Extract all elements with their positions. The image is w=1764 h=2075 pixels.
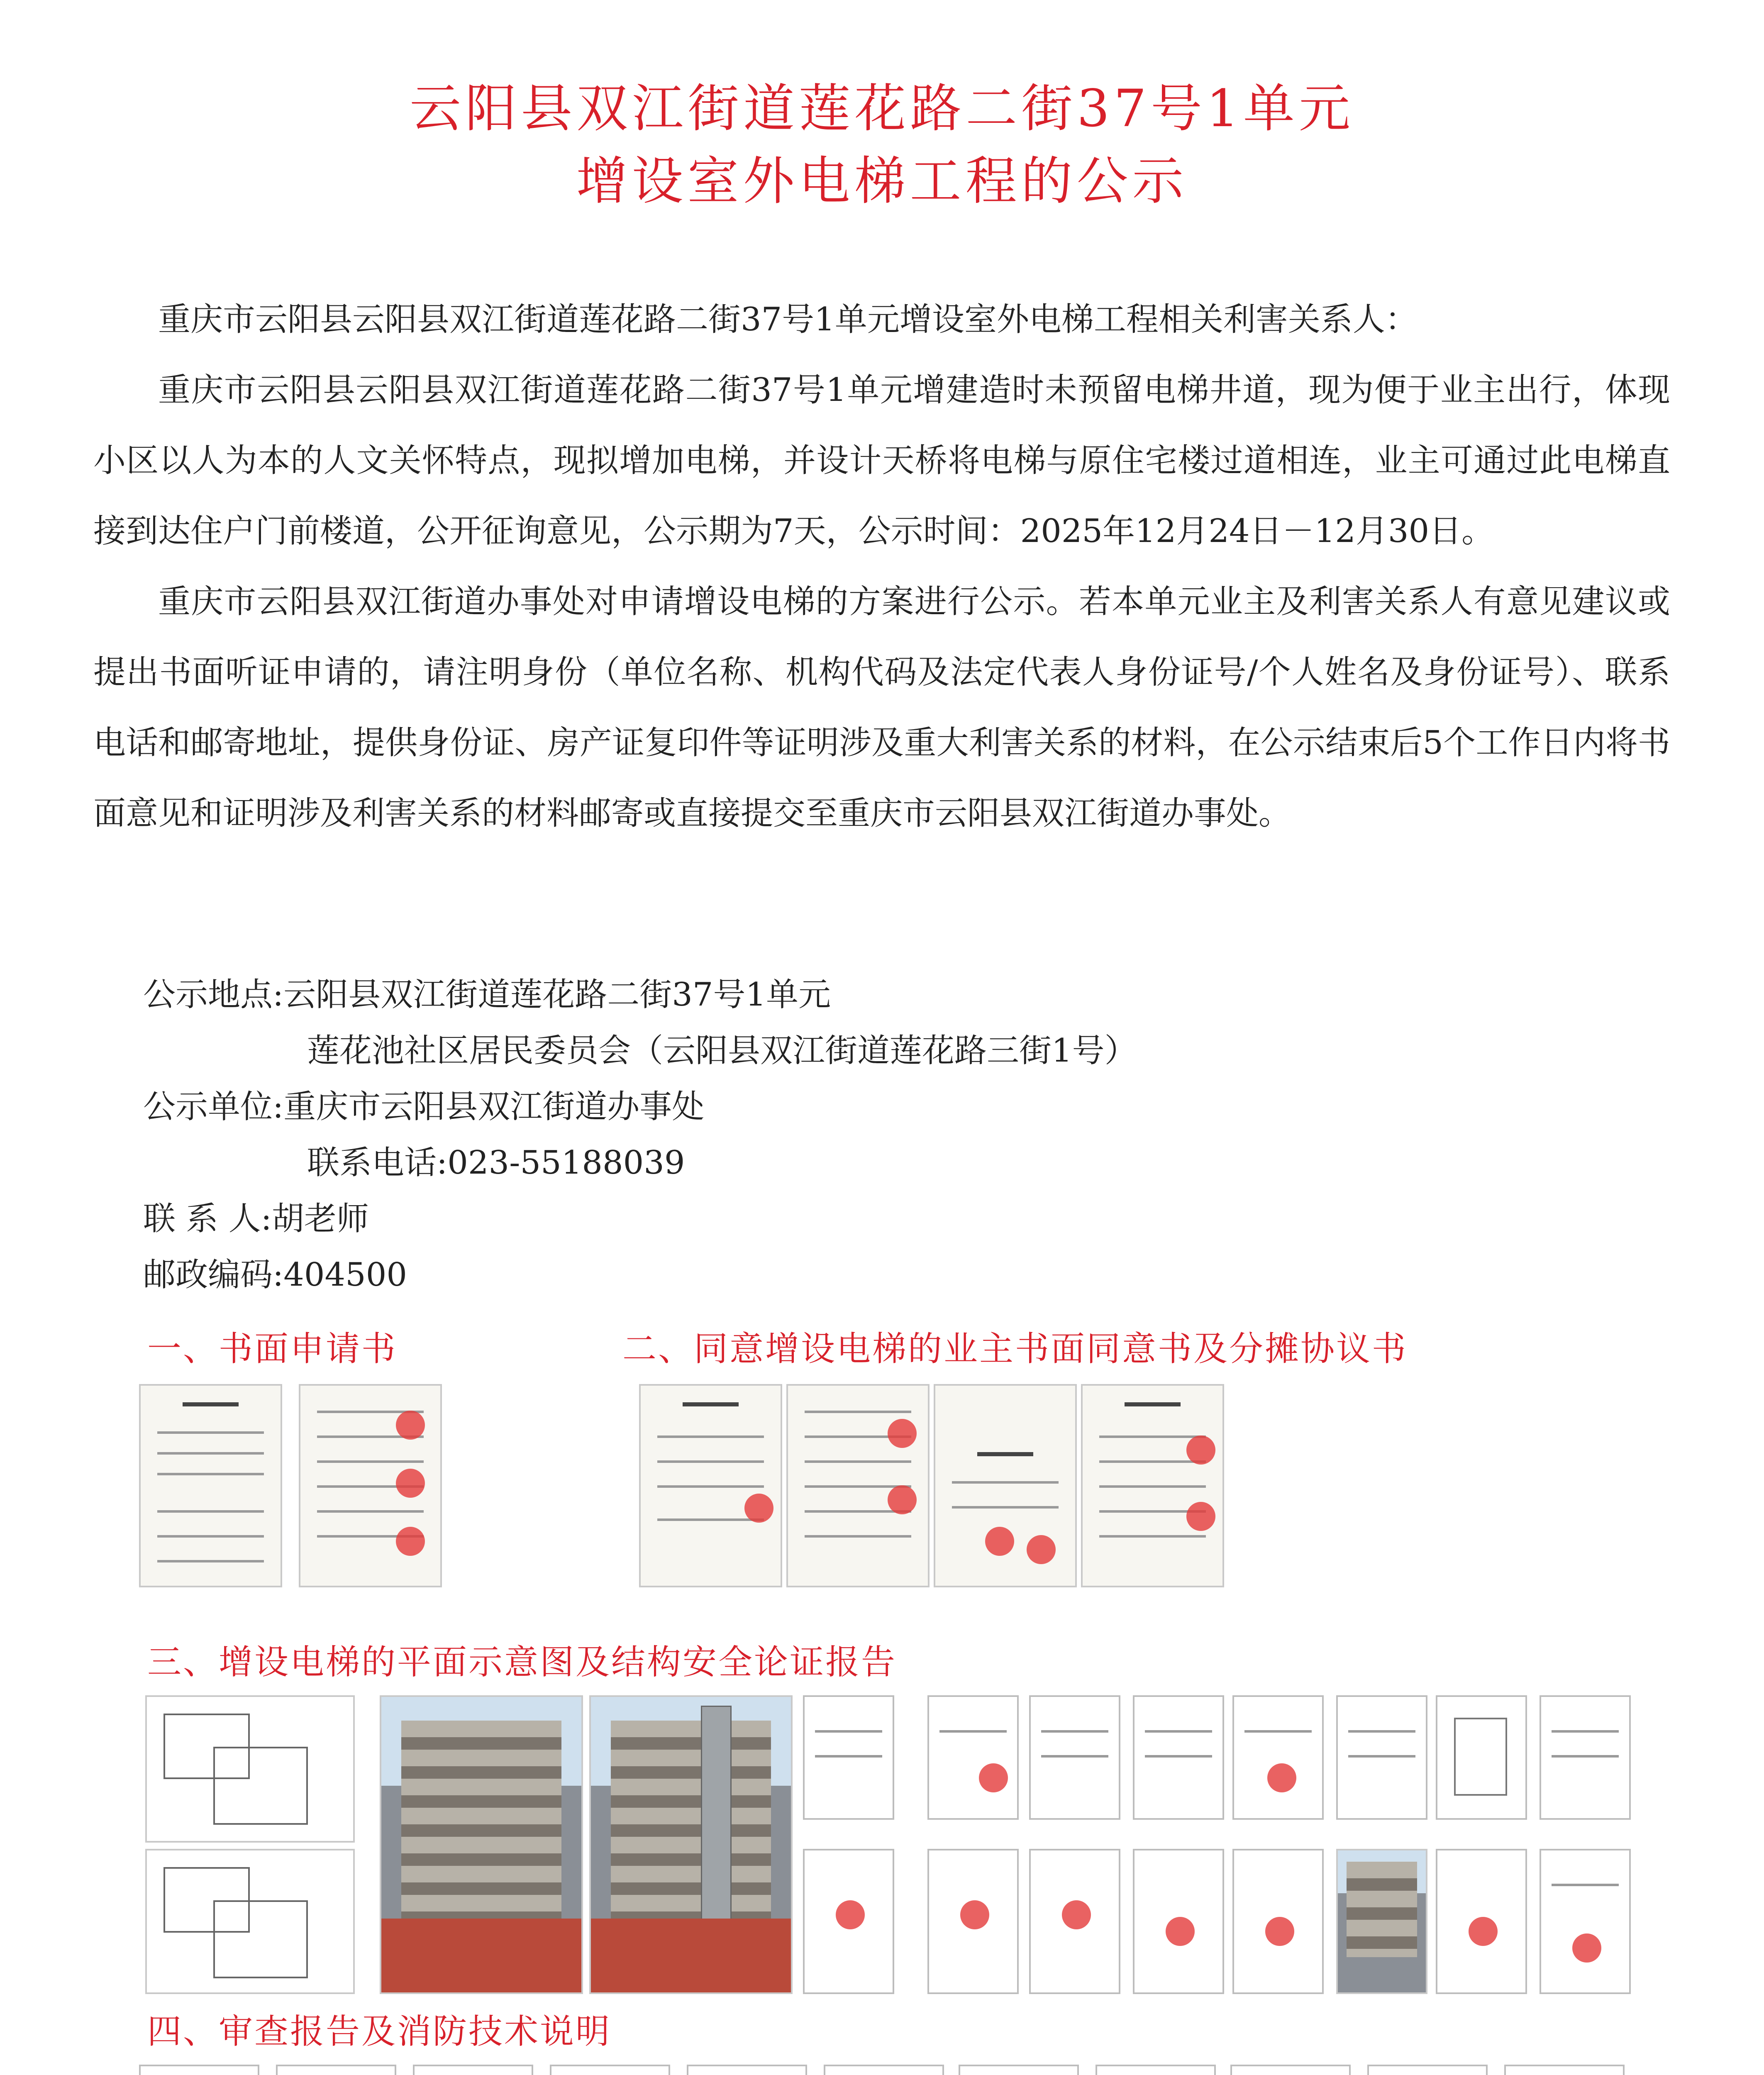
review-report-page [276,2065,396,2075]
review-report-page [1504,2065,1625,2075]
cost-sharing-agreement-page-1 [934,1384,1077,1587]
review-report-page [687,2065,807,2075]
contact-value: 胡老师 [271,1200,369,1238]
paragraph-1: 重庆市云阳县云阳县双江街道莲花路二街37号1单元增建造时未预留电梯井道，现为便于业主出行，体现小区以人为本的人文关怀特点，现拟增加电梯，并设计天桥将电梯与原住宅楼过道相连，业主可通过此电梯直接到达住户门前楼道，公开征询意见，公示期为7天，公示时间：2025年12月24日－12月30日。 [93,371,1670,550]
structural-report-page [803,1695,894,1820]
structural-report-page [1232,1849,1324,1994]
review-report-page [824,2065,944,2075]
application-letter-page-1 [139,1384,282,1587]
structural-report-page [1029,1695,1120,1820]
application-letter-page-2 [299,1384,442,1587]
structural-report-page [803,1849,894,1994]
phone-value: 023-55188039 [447,1144,685,1182]
postcode-value: 404500 [283,1256,407,1294]
notice-title-line2: 增设室外电梯工程的公示 [576,151,1188,211]
structural-report-page [1133,1695,1224,1820]
location-row-2 [143,1023,1137,1079]
contact-label: 联 系 人: [143,1200,272,1238]
unit-label: 公示单位: [143,1088,284,1125]
notice-body [93,284,1670,849]
review-report-page [1095,2065,1216,2075]
unit-row [143,1079,1137,1135]
building-photo-small [1336,1849,1427,1994]
owner-consent-page-1 [639,1384,782,1587]
building-photo-rendering [589,1695,793,1994]
phone-label: 联系电话: [307,1144,448,1182]
phone-row [143,1135,1137,1191]
structural-report-page [1232,1695,1324,1820]
structural-report-page [1336,1695,1427,1820]
site-plan-2 [145,1849,355,1994]
section-2-heading: 二、同意增设电梯的业主书面同意书及分摊协议书 [622,1329,1408,1369]
owner-consent-page-2 [786,1384,930,1587]
postcode-row [143,1247,1137,1303]
postcode-label: 邮政编码: [143,1256,284,1294]
structural-model-page [1436,1695,1527,1820]
location-label: 公示地点: [143,976,284,1013]
structural-report-page [1133,1849,1224,1994]
structural-report-page [1436,1849,1527,1994]
structural-report-page [927,1849,1019,1994]
review-report-page [550,2065,670,2075]
review-report-page [413,2065,533,2075]
notice-title-line1: 云阳县双江街道莲花路二街37号1单元 [410,79,1354,139]
review-report-page [139,2065,259,2075]
review-report-page [1367,2065,1488,2075]
structural-report-page [927,1695,1019,1820]
building-photo-before [380,1695,583,1994]
review-report-page [1230,2065,1351,2075]
notice-info [143,967,1137,1303]
structural-report-page [1540,1849,1631,1994]
location-line1: 云阳县双江街道莲花路二街37号1单元 [283,976,831,1013]
structural-report-page [1029,1849,1120,1994]
cost-sharing-agreement-page-2 [1081,1384,1224,1587]
salutation: 重庆市云阳县云阳县双江街道莲花路二街37号1单元增设室外电梯工程相关利害关系人： [158,301,1418,338]
site-plan-1 [145,1695,355,1843]
section-1-heading: 一、书面申请书 [147,1329,398,1369]
location-row [143,967,1137,1023]
section-3-heading: 三、增设电梯的平面示意图及结构安全论证报告 [147,1643,897,1682]
contact-row [143,1191,1137,1247]
review-report-page [959,2065,1079,2075]
unit-value: 重庆市云阳县双江街道办事处 [283,1088,705,1125]
location-line2: 莲花池社区居民委员会（云阳县双江街道莲花路三街1号） [307,1032,1137,1069]
structural-report-page [1540,1695,1631,1820]
section-4-heading: 四、审查报告及消防技术说明 [147,2012,612,2051]
paragraph-2: 重庆市云阳县双江街道办事处对申请增设电梯的方案进行公示。若本单元业主及利害关系人有意见建议或提出书面听证申请的，请注明身份（单位名称、机构代码及法定代表人身份证号/个人姓名及身份证号）、联系电话和邮寄地址，提供身份证、房产证复印件等证明涉及重大利害关系的材料，在公示结束后5个工作日内将书面意见和证明涉及利害关系的材料邮寄或直接提交至重庆市云阳县双江街道办事处。 [93,583,1670,832]
